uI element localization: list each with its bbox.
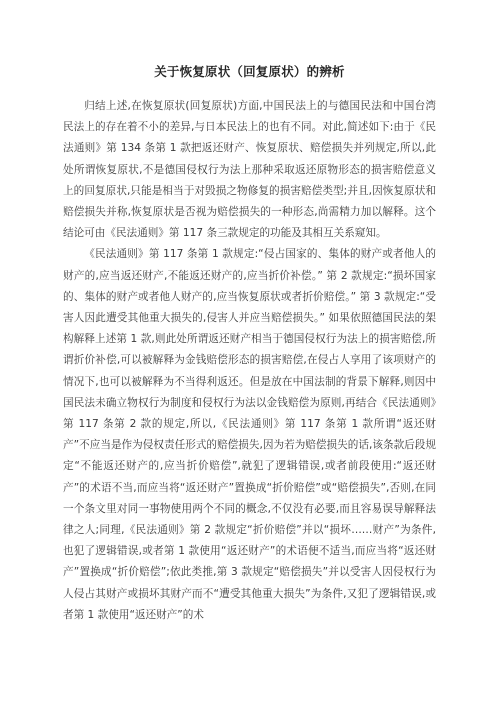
document-title: 关于恢复原状（回复原状）的辨析 [154, 64, 345, 79]
paragraph-article-117: 《民法通则》第 117 条第 1 款规定:“侵占国家的、集体的财产或者他人的财产的,应当返还财产,不能返还财产的,应当折价补偿。” 第 2 款规定:“损坏国家的、集体的财产或者他人财产的,应当恢复原状或者折价赔偿。” 第 3 款规定:“受害人因此遭受其他重大损失的,侵害人并应当赔偿损失。” 如果依照德国民法的架构解释上述第 1 款,则此处所谓返还财产相当于德国侵权行为法上的损害赔偿,所谓折价补偿,可以被解释为金钱赔偿形态的损害赔偿,在侵占人享用了该项财产的情况下,也可以被解释为不当得利返还。但是放在中国法制的背景下解释,则因中国民法未确立物权行为制度和侵权行为法以金钱赔偿为原则,再结合《民法通则》第 117 条第 2 款的规定,所以,《民法通则》第 117 条第 1 款所谓“返还财产”不应当是作为侵权责任形式的赔偿损失,因为若为赔偿损失的话,该条款后段规定“不能返还财产的,应当折价赔偿”,就犯了逻辑错误,或者前段使用:“返还财产”的术语不当,而应当将“返还财产”置换成“折价赔偿”或“赔偿损失”,否则,在同一个条文里对同一事物使用两个不同的概念,不仅没有必要,而且容易误导解释法律之人;同理,《民法通则》第 2 款规定“折价赔偿”并以“损坏……财产”为条件,也犯了逻辑错误,或者第 1 款使用“返还财产”的术语便不适当,而应当将“返还财产”置换成“折价赔偿”;依此类推,第 3 款规定“赔偿损失”并以受害人因侵权行为人侵占其财产或损坏其财产而不“遭受其他重大损失”为条件,又犯了逻辑错误,或者第 1 款使用“返还财产”的术 [63, 248, 436, 621]
paragraph-summary: 归结上述,在恢复原状(回复原状)方面,中国民法上的与德国民法和中国台湾民法上的存在着不小的差异,与日本民法上的也有不同。对此,简述如下:由于《民法通则》第 134 条第 1 款把返还财产、恢复原状、赔偿损失并列规定,所以,此处所谓恢复原状,不是德国侵权行为法上那种采取返还原物形态的损害赔偿意义上的回复原状,只能是相当于对毁损之物修复的损害赔偿类型;并且,因恢复原状和赔偿损失并称,恢复原状是否视为赔偿损失的一种形态,尚需精力加以解释。这个结论可由《民法通则》第 117 条三款规定的功能及其相互关系窥知。 [63, 100, 436, 240]
